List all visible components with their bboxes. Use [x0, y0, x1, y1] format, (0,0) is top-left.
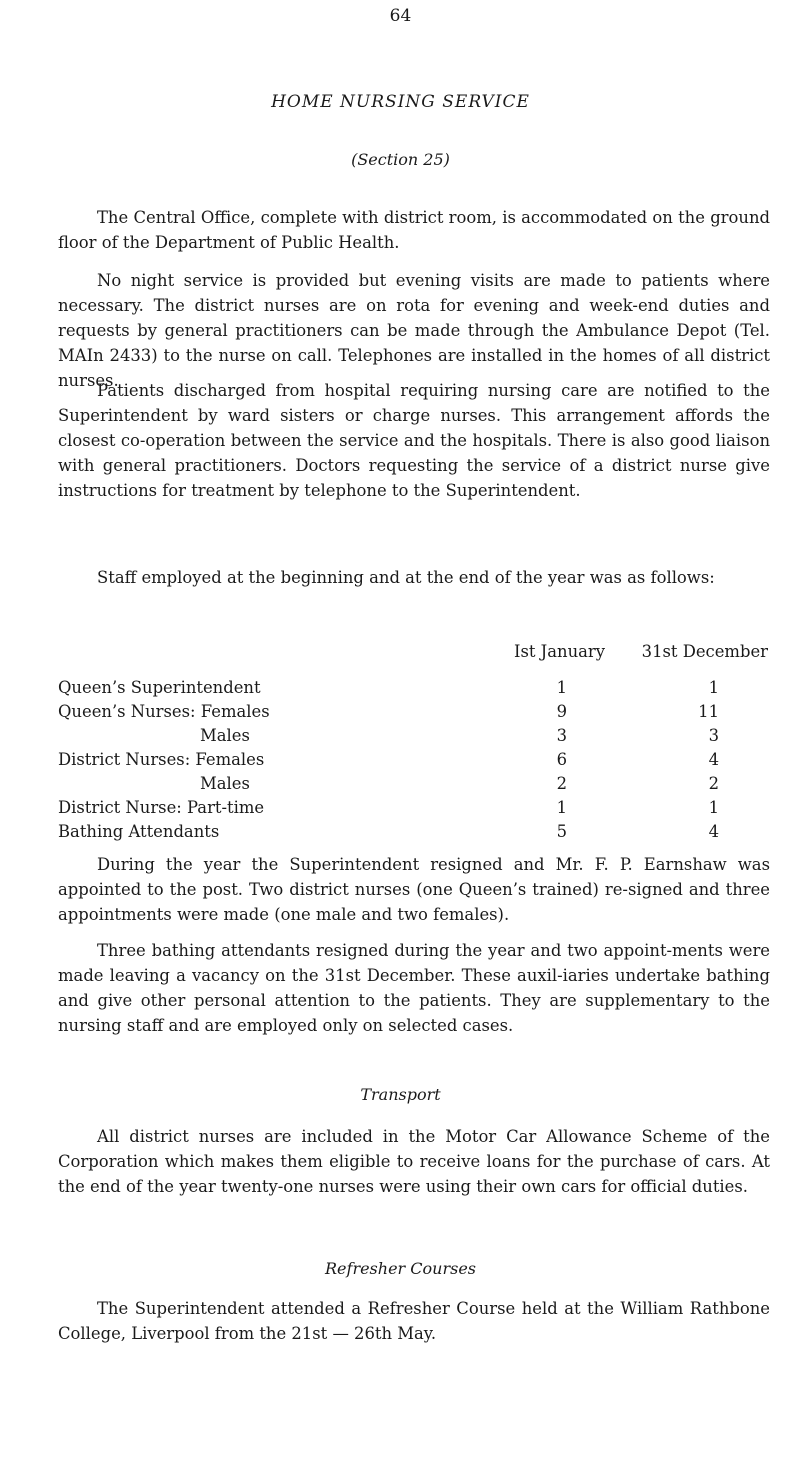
value-january: 5 [556, 822, 567, 841]
paragraph-refresher-course: The Superintendent attended a Refresher Course held at the William Rathbone College, Liverpool from the 21st — 26th May. [58, 1299, 770, 1343]
row-label: Queen’s Nurses: Females [58, 702, 270, 721]
paragraph-staff-intro: Staff employed at the beginning and at the end of the year was as follows: [97, 568, 715, 587]
paragraph-discharged-patients: Patients discharged from hospital requiring nursing care are notified to the Superintendent by ward sisters or charge nurses. This arrangement affords the closest co-operation between the service and the hospitals. There is also good liaison with general practitioners. Doctors requesting the service of a district nurse give instructions for treatment by telephone to the Superintendent. [58, 381, 770, 500]
section-reference: (Section 25) [351, 150, 450, 169]
column-header-december: 31st December [641, 642, 768, 661]
table-row [58, 822, 770, 846]
value-january: 6 [556, 750, 567, 769]
table-row [58, 774, 770, 798]
heading-refresher-courses: Refresher Courses [325, 1259, 476, 1278]
heading-transport: Transport [360, 1085, 441, 1104]
table-row [58, 726, 770, 750]
page-title: HOME NURSING SERVICE [271, 92, 530, 112]
value-december: 4 [708, 822, 719, 841]
value-december: 11 [698, 702, 719, 721]
paragraph-bathing-attendants: Three bathing attendants resigned during the year and two appoint-ments were made leaving a vacancy on the 31st December. These auxil-iaries undertake bathing and give other personal attention to the patients. They are supplementary to the nursing staff and are employed only on selected cases. [58, 941, 770, 1035]
table-row [58, 678, 770, 702]
row-label: Bathing Attendants [58, 822, 220, 841]
value-january: 1 [556, 678, 567, 697]
value-january: 1 [556, 798, 567, 817]
table-row [58, 798, 770, 822]
row-label: District Nurses: Females [58, 750, 265, 769]
row-label: Males [200, 726, 250, 745]
paragraph-superintendent-resigned: During the year the Superintendent resigned and Mr. F. P. Earnshaw was appointed to the post. Two district nurses (one Queen’s trained) re-signed and three appointments were made (one male and two females). [58, 855, 770, 924]
table-row [58, 750, 770, 774]
column-header-january: Ist January [513, 642, 605, 661]
table-row [58, 702, 770, 726]
value-january: 2 [556, 774, 567, 793]
value-december: 1 [708, 678, 719, 697]
paragraph-transport: All district nurses are included in the Motor Car Allowance Scheme of the Corporation which makes them eligible to receive loans for the purchase of cars. At the end of the year twenty-one nurses were using their own cars for official duties. [58, 1127, 770, 1196]
value-december: 4 [708, 750, 719, 769]
page-number: 64 [389, 6, 412, 26]
paragraph-central-office: The Central Office, complete with district room, is accommodated on the ground floor of the Department of Public Health. [58, 208, 770, 252]
value-december: 1 [708, 798, 719, 817]
paragraph-night-service: No night service is provided but evening visits are made to patients where necessary. The district nurses are on rota for evening and week-end duties and requests by general practitioners can be made through the Ambulance Depot (Tel. MAIn 2433) to the nurse on call. Telephones are installed in the homes of all district nurses. [58, 271, 770, 390]
row-label: Queen’s Superintendent [58, 678, 261, 697]
row-label: District Nurse: Part-time [58, 798, 265, 817]
value-january: 3 [556, 726, 567, 745]
value-december: 2 [708, 774, 719, 793]
value-january: 9 [556, 702, 567, 721]
value-december: 3 [708, 726, 719, 745]
staff-table-header [58, 642, 770, 666]
row-label: Males [200, 774, 250, 793]
